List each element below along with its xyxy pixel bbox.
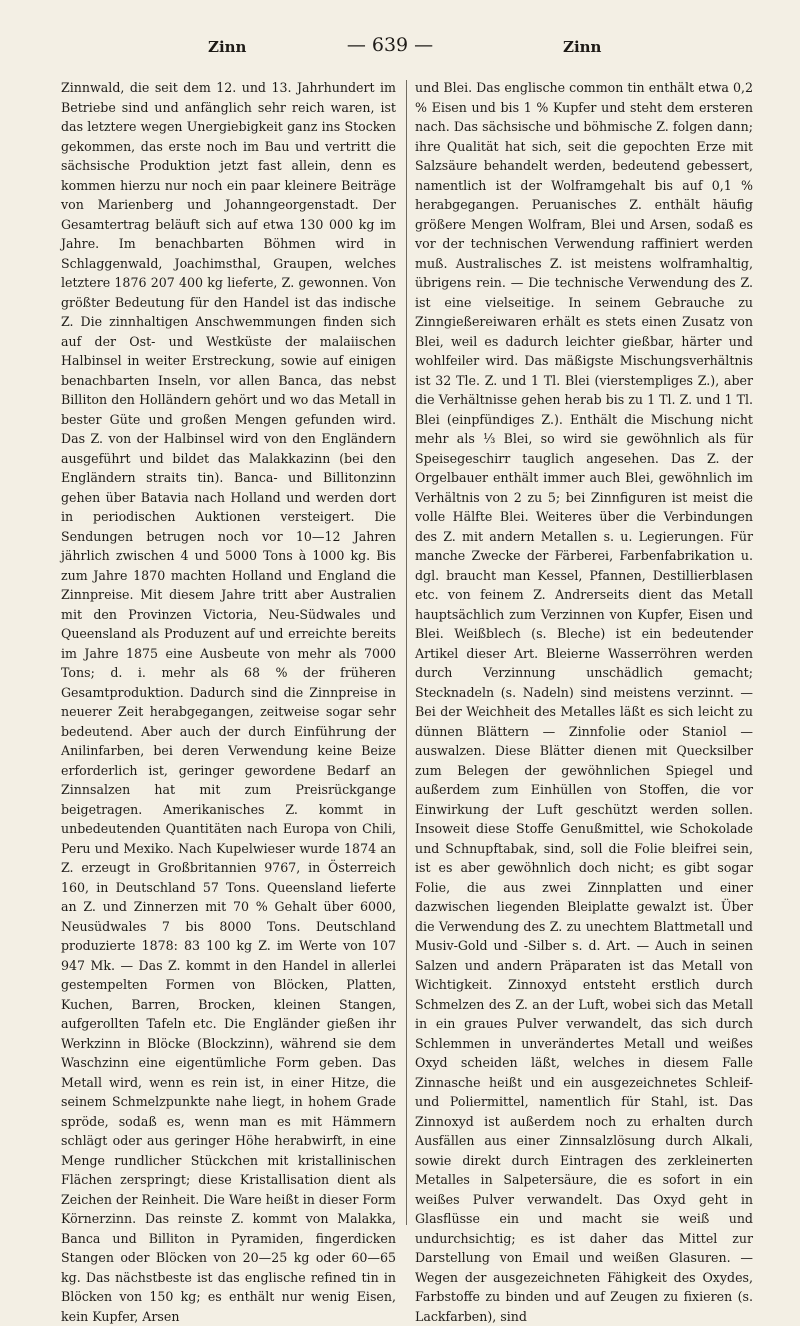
text-column-right: [415, 78, 753, 1324]
page-header: [0, 34, 800, 64]
running-head-left: Zinn: [208, 38, 247, 56]
column-right-text: und Blei. Das englische common tin enthält etwa 0,2 % Eisen und bis 1 % Kupfer und steht dem ersteren nach. Das sächsische und böhmische Z. folgen dann; ihre Qualität hat sich, seit die gepochten Erze mit Salzsäure behandelt werden, bedeutend gebessert, namentlich ist der Wolframgehalt bis auf 0,1 % herabgegangen. Peruanisches Z. enthält häufig größere Mengen Wolfram, Blei und Arsen, sodaß es vor der technischen Verwendung raffiniert werden muß. Australisches Z. ist meistens wolframhaltig, übrigens rein. — Die technische Verwendung des Z. ist eine vielseitige. In seinem Gebrauche zu Zinngießereiwaren erhält es stets einen Zusatz von Blei, weil es dadurch leichter gießbar, härter und wohlfeiler wird. Das mäßigste Mischungsverhältnis ist 32 Tle. Z. und 1 Tl. Blei (vierstempliges Z.), aber die Verhältnisse gehen herab bis zu 1 Tl. Z. und 1 Tl. Blei (einpfündiges Z.). Enthält die Mischung nicht mehr als ⅓ Blei, so wird sie gewöhnlich als für Speisegeschirr tauglich angesehen. Das Z. der Orgelbauer enthält immer auch Blei, gewöhnlich im Verhältnis von 2 zu 5; bei Zinnfiguren ist meist die volle Hälfte Blei. Weiteres über die Verbindungen des Z. mit andern Metallen s. u. Legierungen. Für manche Zwecke der Färberei, Farbenfabrikation u. dgl. braucht man Kessel, Pfannen, Destillierblasen etc. von feinem Z. Andrerseits dient das Metall hauptsächlich zum Verzinnen von Kupfer, Eisen und Blei. Weißblech (s. Bleche) ist ein bedeutender Artikel dieser Art. Bleierne Wasserröhren werden durch Verzinnung unschädlich gemacht; Stecknadeln (s. Nadeln) sind meistens verzinnt. — Bei der Weichheit des Metalles läßt es sich leicht zu dünnen Blättern — Zinnfolie oder Staniol — auswalzen. Diese Blätter dienen mit Quecksilber zum Belegen der gewöhnlichen Spiegel und außerdem zum Einhüllen von Stoffen, die vor Einwirkung der Luft geschützt werden sollen. Insoweit diese Stoffe Genußmittel, wie Schokolade und Schnupftabak, sind, soll die Folie bleifrei sein, ist es aber gewöhnlich doch nicht; es gibt sogar Folie, die aus zwei Zinnplatten und einer dazwischen liegenden Bleiplatte gewalzt ist. Über die Verwendung des Z. zu unechtem Blattmetall und Musiv-Gold und -Silber s. d. Art. — Auch in seinen Salzen und andern Präparaten ist das Metall von Wichtigkeit. Zinnoxyd entsteht erstlich durch Schmelzen des Z. an der Luft, wobei sich das Metall in ein graues Pulver verwandelt, das sich durch Schlemmen in unverändertes Metall und weißes Oxyd scheiden läßt, welches in diesem Falle Zinnasche heißt und ein ausgezeichnetes Schleif- und Poliermittel, namentlich für Stahl, ist. Das Zinnoxyd ist außerdem noch zu erhalten durch Ausfällen aus einer Zinnsalzlösung durch Alkali, sowie direkt durch Eintragen des zerkleinerten Metalles in Salpetersäure, die es sofort in ein weißes Pulver verwandelt. Das Oxyd geht in Glasflüsse ein und macht sie weiß und undurchsichtig; es ist daher das Mittel zur Darstellung von Email und weißen Glasuren. — Wegen der ausgezeichneten Fähigkeit des Oxydes, Farbstoffe zu binden und auf Zeugen zu fixieren (s. Lackfarben), sind: [415, 80, 753, 1324]
page-number: — 639 —: [346, 34, 434, 56]
column-divider: [406, 80, 407, 1225]
column-left-text: Zinnwald, die seit dem 12. und 13. Jahrhundert im Betriebe sind und anfänglich sehr reich waren, ist das letztere wegen Unergiebigkeit ganz ins Stocken gekommen, das erste noch im Bau und vertritt die sächsische Produktion jetzt fast allein, denn es kommen hierzu nur noch ein paar kleinere Beiträge von Marienberg und Johanngeorgenstadt. Der Gesamtertrag beläuft sich auf etwa 130 000 kg im Jahre. Im benachbarten Böhmen wird in Schlaggenwald, Joachimsthal, Graupen, welches letztere 1876 207 400 kg lieferte, Z. gewonnen. Von größter Bedeutung für den Handel ist das indische Z. Die zinnhaltigen Anschwemmungen finden sich auf der Ost- und Westküste der malaiischen Halbinsel in weiter Erstreckung, sowie auf einigen benachbarten Inseln, vor allen Banca, das nebst Billiton den Holländern gehört und wo das Metall in bester Güte und großen Mengen gefunden wird. Das Z. von der Halbinsel wird von den Engländern ausgeführt und bildet das Malakkazinn (bei den Engländern straits tin). Banca- und Billitonzinn gehen über Batavia nach Holland und werden dort in periodischen Auktionen versteigert. Die Sendungen betrugen noch vor 10—12 Jahren jährlich zwischen 4 und 5000 Tons à 1000 kg. Bis zum Jahre 1870 machten Holland und England die Zinnpreise. Mit diesem Jahre tritt aber Australien mit den Provinzen Victoria, Neu-Südwales und Queensland als Produzent auf und erreichte bereits im Jahre 1875 eine Ausbeute von mehr als 7000 Tons; d. i. mehr als 68 % der früheren Gesamtproduktion. Dadurch sind die Zinnpreise in neuerer Zeit herabgegangen, zeitweise sogar sehr bedeutend. Aber auch der durch Einführung der Anilinfarben, bei deren Verwendung keine Beize erforderlich ist, geringer gewordene Bedarf an Zinnsalzen hat mit zum Preisrückgange beigetragen. Amerikanisches Z. kommt in unbedeutenden Quantitäten nach Europa von Chili, Peru und Mexiko. Nach Kupelwieser wurde 1874 an Z. erzeugt in Großbritannien 9767, in Österreich 160, in Deutschland 57 Tons. Queensland lieferte an Z. und Zinnerzen mit 70 % Gehalt über 6000, Neusüdwales 7 bis 8000 Tons. Deutschland produzierte 1878: 83 100 kg Z. im Werte von 107 947 Mk. — Das Z. kommt in den Handel in allerlei gestempelten Formen von Blöcken, Platten, Kuchen, Barren, Brocken, kleinen Stangen, aufgerollten Tafeln etc. Die Engländer gießen ihr Werkzinn in Blöcke (Blockzinn), während sie dem Waschzinn eine eigentümliche Form geben. Das Metall wird, wenn es rein ist, in einer Hitze, die seinem Schmelzpunkte nahe liegt, in hohem Grade spröde, sodaß es, wenn man es mit Hämmern schlägt oder aus geringer Höhe herabwirft, in eine Menge rundlicher Stückchen mit kristallinischen Flächen zerspringt; diese Kristallisation dient als Zeichen der Reinheit. Die Ware heißt in dieser Form Körnerzinn. Das reinste Z. kommt von Malakka, Banca und Billiton in Pyramiden, fingerdicken Stangen oder Blöcken von 20—25 kg oder 60—65 kg. Das nächstbeste ist das englische refined tin in Blöcken von 150 kg; es enthält nur wenig Eisen, kein Kupfer, Arsen: [61, 80, 396, 1324]
text-column-left: [61, 78, 396, 1324]
running-head-right: Zinn: [563, 38, 602, 56]
